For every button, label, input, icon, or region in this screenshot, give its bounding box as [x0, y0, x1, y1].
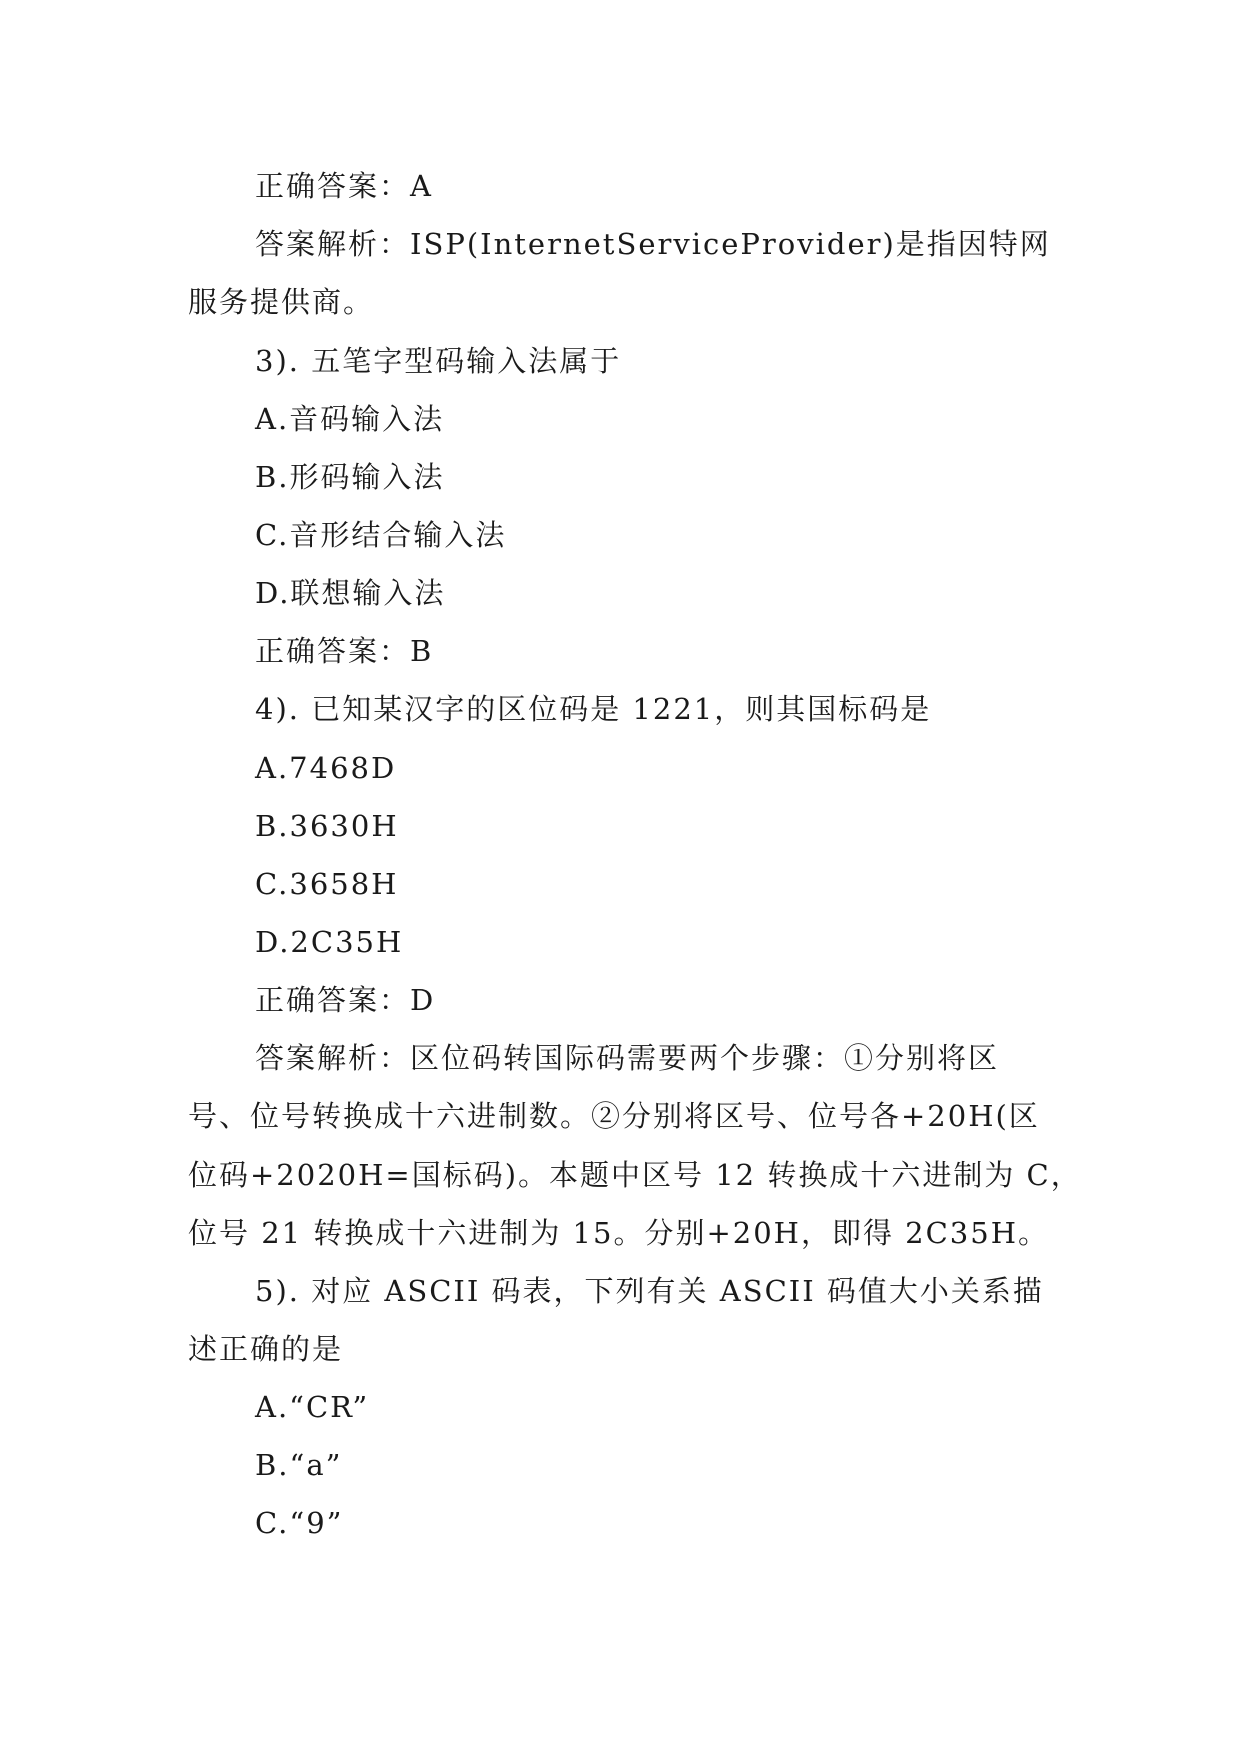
answer-line-q2: 正确答案：A	[255, 169, 433, 203]
option-b-q4: B.3630H	[255, 809, 399, 843]
option-a-q4: A.7468D	[255, 751, 397, 785]
question-5-line-1: 5). 对应 ASCII 码表，下列有关 ASCII 码值大小关系描	[255, 1274, 1044, 1308]
answer-line-q3: 正确答案：B	[255, 634, 434, 668]
option-c-q4: C.3658H	[255, 867, 399, 901]
option-b-q5: B.“a”	[255, 1448, 343, 1482]
explanation-line-q4-2: 号、位号转换成十六进制数。②分别将区号、位号各+20H(区	[188, 1099, 1040, 1133]
option-d-q3: D.联想输入法	[255, 576, 446, 610]
explanation-line-q4-1: 答案解析：区位码转国际码需要两个步骤：①分别将区	[255, 1041, 1000, 1075]
option-a-q5: A.“CR”	[255, 1390, 370, 1424]
question-3: 3). 五笔字型码输入法属于	[255, 344, 622, 378]
explanation-line-q4-3: 位码+2020H=国标码)。本题中区号 12 转换成十六进制为 C，	[188, 1158, 1082, 1192]
option-a-q3: A.音码输入法	[255, 402, 445, 436]
option-c-q3: C.音形结合输入法	[255, 518, 507, 552]
explanation-line-q2-1: 答案解析：ISP(InternetServiceProvider)是指因特网	[255, 227, 1051, 261]
question-4: 4). 已知某汉字的区位码是 1221，则其国标码是	[255, 692, 932, 726]
explanation-line-q4-4: 位号 21 转换成十六进制为 15。分别+20H，即得 2C35H。	[188, 1216, 1049, 1250]
option-b-q3: B.形码输入法	[255, 460, 445, 494]
explanation-line-q2-2: 服务提供商。	[188, 285, 375, 319]
option-d-q4: D.2C35H	[255, 925, 404, 959]
answer-line-q4: 正确答案：D	[255, 983, 436, 1017]
question-5-line-2: 述正确的是	[188, 1332, 344, 1366]
option-c-q5: C.“9”	[255, 1506, 344, 1540]
